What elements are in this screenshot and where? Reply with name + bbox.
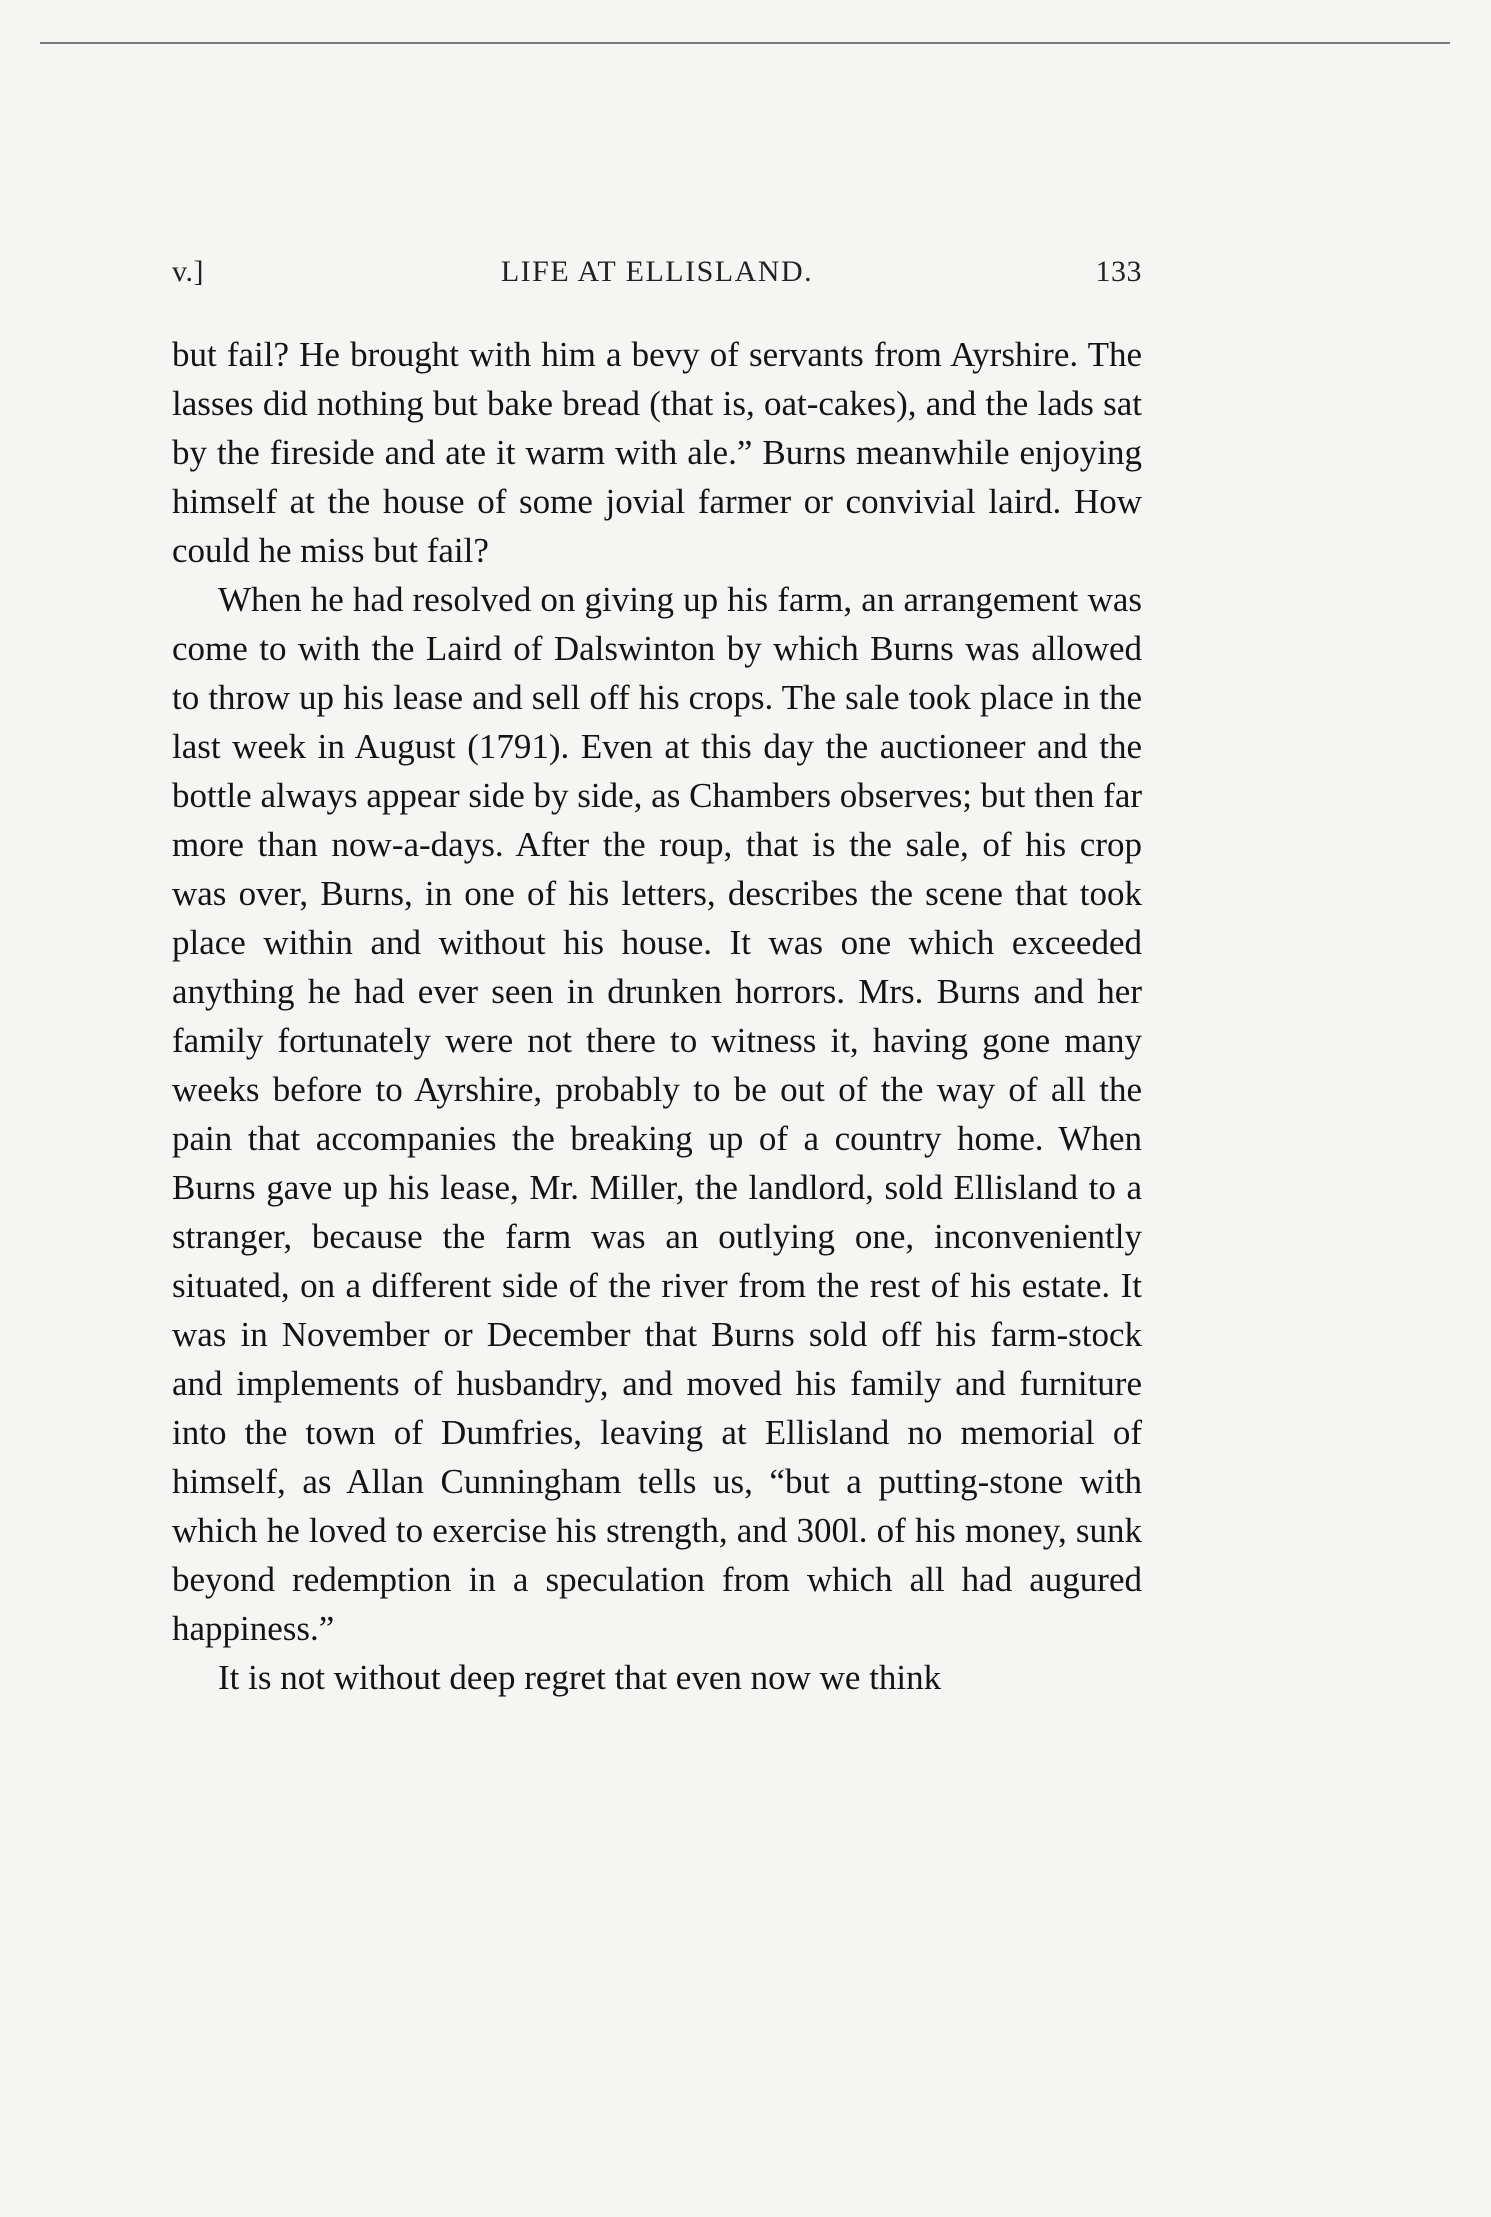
running-header — [172, 255, 1142, 305]
paragraph-closing: It is not without deep regret that even now we think — [218, 1658, 942, 1697]
running-title: LIFE AT ELLISLAND. — [500, 255, 814, 288]
chapter-number: v.] — [172, 255, 205, 288]
paragraph-continuation: but fail? He brought with him a bevy of servants from Ayrshire. The lasses did nothing but bake bread (that is, oat-cakes), and the lads sat by the fireside and ate it warm with ale.” Burns meanwhile enjoying himself at the house of some jovial farmer or convivial laird. How could he miss but fail? — [172, 335, 1142, 570]
body-text — [172, 330, 1142, 1702]
page-number: 133 — [1095, 255, 1142, 288]
page-edge-rule — [40, 42, 1450, 44]
paragraph-sale-of-farm: When he had resolved on giving up his farm, an arrangement was come to with the Laird of Dalswinton by which Burns was allowed to throw up his lease and sell off his crops. The sale took place in the last week in August (1791). Even at this day the auctioneer and the bottle always appear side by side, as Chambers observes; but then far more than now-a-days. After the roup, that is the sale, of his crop was over, Burns, in one of his letters, describes the scene that took place within and without his house. It was one which exceeded anything he had ever seen in drunken horrors. Mrs. Burns and her family fortunately were not there to witness it, having gone many weeks before to Ayrshire, probably to be out of the way of all the pain that accompanies the breaking up of a country home. When Burns gave up his lease, Mr. Miller, the landlord, sold Ellisland to a stranger, because the farm was an outlying one, inconveniently situated, on a different side of the river from the rest of his estate. It was in November or December that Burns sold off his farm-stock and implements of husbandry, and moved his family and furniture into the town of Dumfries, leaving at Ellisland no memorial of himself, as Allan Cunningham tells us, “but a putting-stone with which he loved to exercise his strength, and 300l. of his money, sunk beyond redemption in a speculation from which all had augured happiness.” — [172, 580, 1143, 1648]
